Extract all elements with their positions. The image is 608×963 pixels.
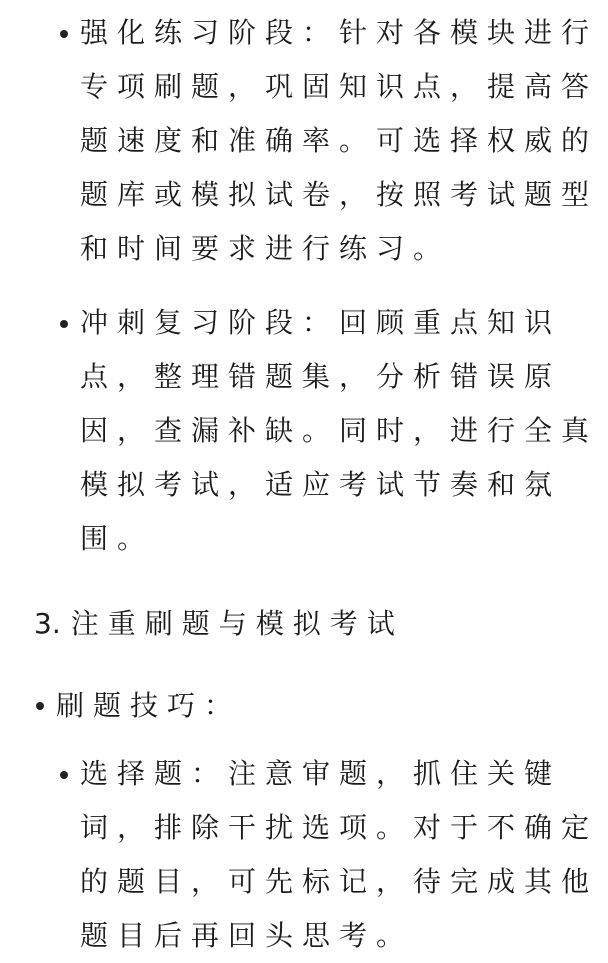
text-line: 的题目，可先标记，待完成其他: [80, 865, 599, 898]
text-line: 选择题：注意审题，抓住关键: [80, 757, 562, 790]
bullet-dot: [36, 702, 44, 710]
text-line: 题速度和准确率。可选择权威的: [80, 124, 599, 157]
text-line: 因，查漏补缺。同时，进行全真: [80, 414, 599, 447]
text-line: 题目后再回头思考。: [80, 919, 414, 952]
bullet-dot: [60, 771, 68, 779]
list-item-sprint-review: [80, 296, 598, 566]
list-item-tips-label: [56, 679, 241, 733]
bullet-dot: [60, 30, 68, 38]
text-line: 强化练习阶段：针对各模块进行: [80, 16, 599, 49]
list-item-strengthen-practice: [80, 6, 598, 276]
text-line: 围。: [80, 522, 155, 555]
text-line: 专项刷题，巩固知识点，提高答: [80, 70, 599, 103]
text-line: 题库或模拟试卷，按照考试题型: [80, 178, 599, 211]
section-number: 3.: [34, 607, 61, 640]
section-title: 注重刷题与模拟考试: [70, 607, 404, 640]
text-line: 模拟考试，适应考试节奏和氛: [80, 468, 562, 501]
section-heading: [34, 597, 404, 651]
text-line: 冲刺复习阶段：回顾重点知识: [80, 306, 562, 339]
bullet-dot: [60, 320, 68, 328]
text-line: 和时间要求进行练习。: [80, 232, 451, 265]
tips-label: 刷题技巧：: [56, 689, 242, 722]
text-line: 词，排除干扰选项。对于不确定: [80, 811, 599, 844]
list-item-multiple-choice: [80, 747, 598, 963]
text-line: 点，整理错题集，分析错误原: [80, 360, 562, 393]
